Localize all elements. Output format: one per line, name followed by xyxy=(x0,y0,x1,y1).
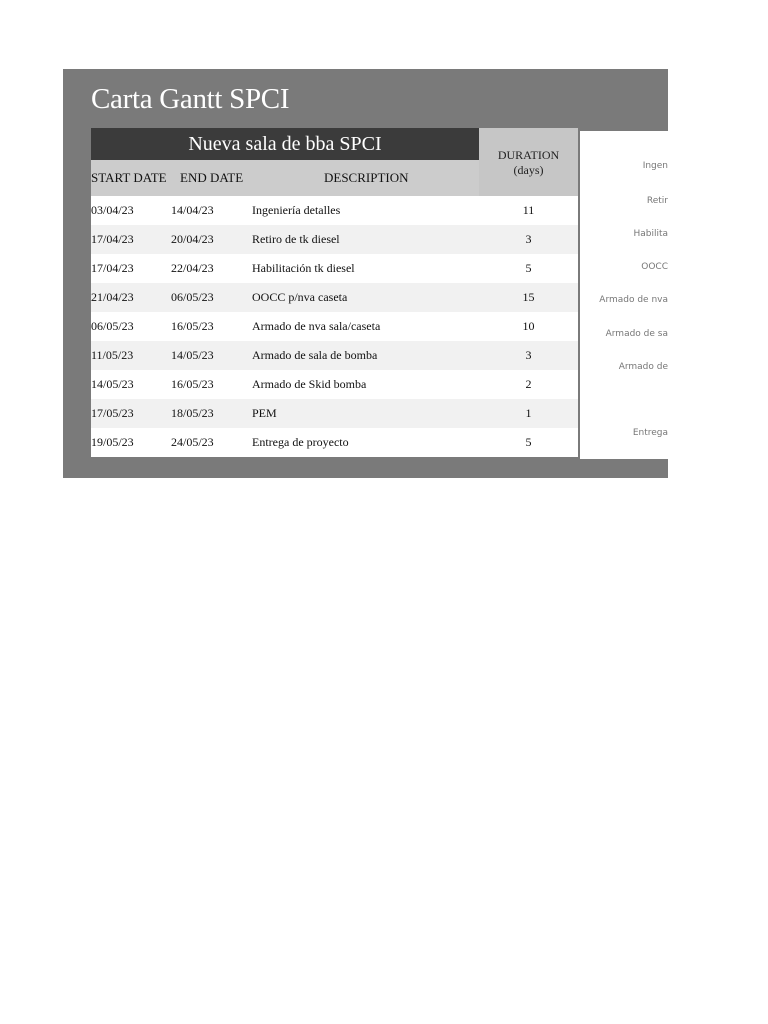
end-date-cell[interactable]: 22/04/23 xyxy=(171,261,214,275)
duration-cell[interactable]: 3 xyxy=(525,348,532,362)
duration-cell[interactable]: 10 xyxy=(522,319,535,333)
table-row[interactable] xyxy=(91,196,578,225)
chart-category-label: Armado de xyxy=(618,362,668,372)
table-row[interactable] xyxy=(91,225,578,254)
start-date-cell[interactable]: 19/05/23 xyxy=(91,435,134,449)
chart-category-label: OOCC xyxy=(641,262,668,272)
sheet-title: Carta Gantt SPCI xyxy=(91,83,290,115)
duration-cell[interactable]: 15 xyxy=(522,290,535,304)
chart-category-label: Habilita xyxy=(633,229,668,239)
description-cell[interactable]: Entrega de proyecto xyxy=(252,435,349,449)
duration-cell[interactable]: 3 xyxy=(525,232,532,246)
table-row[interactable] xyxy=(91,370,578,399)
table-row[interactable] xyxy=(91,399,578,428)
start-date-cell[interactable]: 21/04/23 xyxy=(91,290,134,304)
table-row[interactable] xyxy=(91,341,578,370)
duration-cell[interactable]: 1 xyxy=(525,406,532,420)
duration-header-label: DURATION xyxy=(497,148,560,162)
end-date-cell[interactable]: 24/05/23 xyxy=(171,435,214,449)
description-cell[interactable]: Ingeniería detalles xyxy=(252,203,341,217)
start-date-header: START DATE xyxy=(91,170,167,185)
end-date-cell[interactable]: 14/05/23 xyxy=(171,348,214,362)
duration-cell[interactable]: 11 xyxy=(522,203,535,217)
start-date-cell[interactable]: 14/05/23 xyxy=(91,377,134,391)
description-cell[interactable]: PEM xyxy=(252,406,277,420)
start-date-cell[interactable]: 11/05/23 xyxy=(91,348,134,362)
duration-cell[interactable]: 5 xyxy=(525,261,532,275)
end-date-cell[interactable]: 06/05/23 xyxy=(171,290,214,304)
end-date-header: END DATE xyxy=(180,170,244,185)
table-row[interactable] xyxy=(91,283,578,312)
description-cell[interactable]: OOCC p/nva caseta xyxy=(252,290,348,304)
end-date-cell[interactable]: 20/04/23 xyxy=(171,232,214,246)
end-date-cell[interactable]: 16/05/23 xyxy=(171,319,214,333)
gantt-chart-area[interactable] xyxy=(580,131,668,459)
table-row[interactable] xyxy=(91,312,578,341)
duration-header-unit: (days) xyxy=(513,163,544,177)
start-date-cell[interactable]: 17/05/23 xyxy=(91,406,134,420)
duration-header xyxy=(479,128,578,196)
gantt-sheet xyxy=(63,69,668,478)
description-cell[interactable]: Retiro de tk diesel xyxy=(252,232,340,246)
table-row[interactable] xyxy=(91,428,578,457)
end-date-cell[interactable]: 14/04/23 xyxy=(171,203,214,217)
column-header-row xyxy=(91,160,479,196)
chart-category-label: Entrega xyxy=(632,428,668,438)
description-cell[interactable]: Armado de nva sala/caseta xyxy=(252,319,381,333)
end-date-cell[interactable]: 18/05/23 xyxy=(171,406,214,420)
chart-category-label: Armado de sa xyxy=(605,329,668,339)
project-name-header: Nueva sala de bba SPCI xyxy=(91,128,479,160)
start-date-cell[interactable]: 17/04/23 xyxy=(91,232,134,246)
start-date-cell[interactable]: 06/05/23 xyxy=(91,319,134,333)
start-date-cell[interactable]: 03/04/23 xyxy=(91,203,134,217)
chart-category-label: Ingen xyxy=(642,161,668,171)
description-cell[interactable]: Armado de sala de bomba xyxy=(252,348,378,362)
duration-cell[interactable]: 5 xyxy=(525,435,532,449)
task-rows xyxy=(91,196,578,457)
end-date-cell[interactable]: 16/05/23 xyxy=(171,377,214,391)
description-header: DESCRIPTION xyxy=(324,170,409,185)
description-cell[interactable]: Habilitación tk diesel xyxy=(252,261,355,275)
description-cell[interactable]: Armado de Skid bomba xyxy=(252,377,367,391)
duration-cell[interactable]: 2 xyxy=(525,377,532,391)
chart-category-label: Retir xyxy=(646,196,668,206)
table-row[interactable] xyxy=(91,254,578,283)
chart-category-label: Armado de nva xyxy=(599,295,668,305)
start-date-cell[interactable]: 17/04/23 xyxy=(91,261,134,275)
